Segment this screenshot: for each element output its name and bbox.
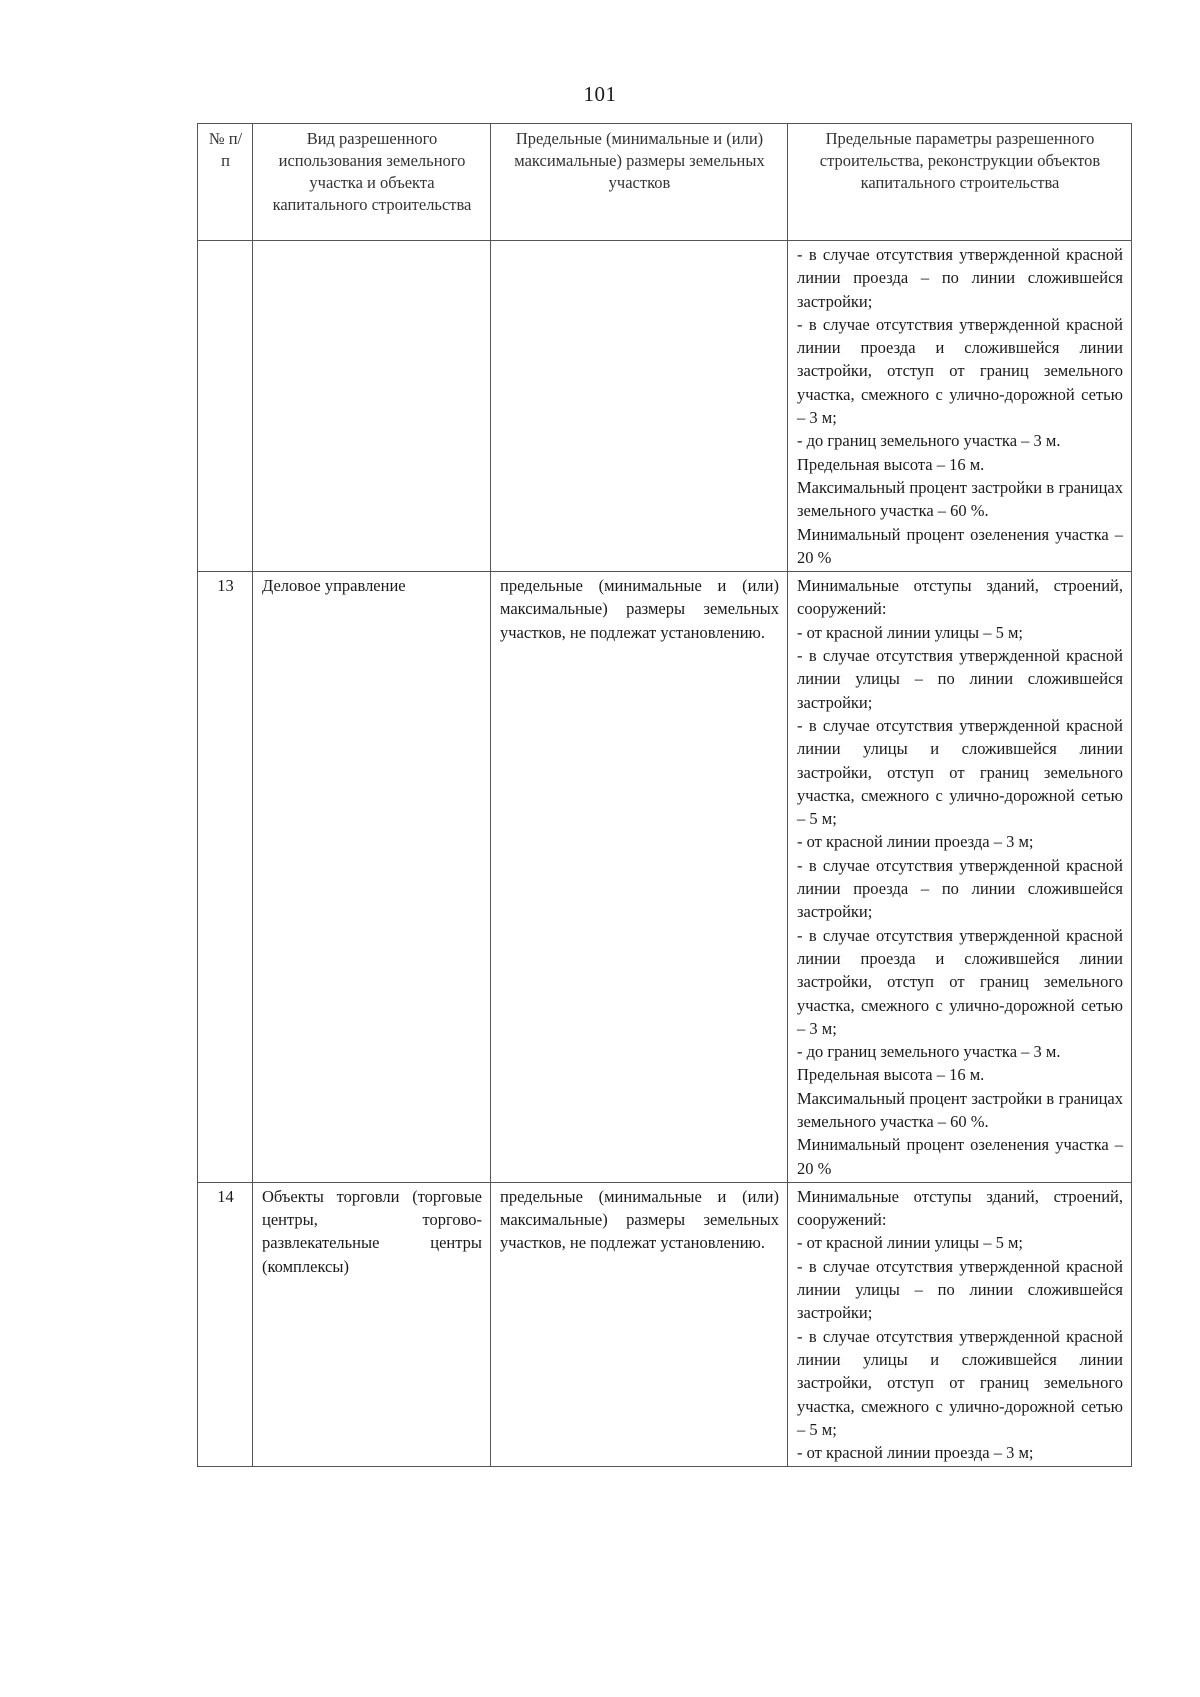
page-number: 101 — [583, 82, 617, 106]
param-line: - в случае отсутствия утвержденной красной линии проезда и сложившейся линии застройки, отступ от границ земельного участка, смежного с улично-дорожной сетью – 3 м; — [797, 314, 1123, 428]
param-line: Минимальный процент озеленения участка – 20 % — [797, 524, 1123, 567]
param-line: - от красной линии улицы – 5 м; — [797, 622, 1024, 642]
param-line: - от красной линии проезда – 3 м; — [797, 1443, 1034, 1463]
param-line: - в случае отсутствия утвержденной красной линии проезда и сложившейся линии застройки, отступ от границ земельного участка, смежного с улично-дорожной сетью – 3 м; — [797, 925, 1123, 1038]
table-header-row — [198, 124, 1132, 241]
param-line: Минимальный процент озеленения участка – 20 % — [797, 1135, 1123, 1178]
param-line: - в случае отсутствия утвержденной красной линии улицы и сложившейся линии застройки, отступ от границ земельного участка, смежного с улично-дорожной сетью – 5 м; — [797, 715, 1123, 829]
param-line: Минимальные отступы зданий, строений, сооружений: — [797, 576, 1123, 619]
header-plot-size: Предельные (минимальные и (или) максимальные) размеры земельных участков — [491, 124, 788, 241]
param-line: - от красной линии проезда – 3 м; — [797, 832, 1034, 852]
header-params: Предельные параметры разрешенного строительства, реконструкции объектов капитального строительства — [788, 124, 1132, 241]
param-line: - от красной линии улицы – 5 м; — [797, 1233, 1024, 1253]
row-num — [198, 241, 253, 572]
param-line: - до границ земельного участка – 3 м. — [797, 1042, 1061, 1062]
row-num: 14 — [198, 1182, 253, 1467]
table-row-13 — [198, 572, 1132, 1183]
row-params — [788, 241, 1132, 572]
row-params — [788, 572, 1132, 1183]
param-line: - в случае отсутствия утвержденной красной линии улицы – по линии сложившейся застройки; — [797, 646, 1123, 712]
table-row-continuation — [198, 241, 1132, 572]
param-line: Предельная высота – 16 м. — [797, 1065, 985, 1085]
row-use-type: Объекты торговли (торговые центры, торгово-развлекательные центры (комплексы) — [253, 1182, 491, 1467]
param-line: - в случае отсутствия утвержденной красной линии проезда – по линии сложившейся застройки; — [797, 245, 1123, 311]
row-plot-size: предельные (минимальные и (или) максимальные) размеры земельных участков, не подлежат установлению. — [491, 572, 788, 1183]
row-use-type: Деловое управление — [253, 572, 491, 1183]
param-line: - в случае отсутствия утвержденной красной линии улицы и сложившейся линии застройки, отступ от границ земельного участка, смежного с улично-дорожной сетью – 5 м; — [797, 1326, 1123, 1439]
param-line: Предельная высота – 16 м. — [797, 454, 985, 474]
table-row-14 — [198, 1182, 1132, 1467]
row-num: 13 — [198, 572, 253, 1183]
row-plot-size: предельные (минимальные и (или) максимальные) размеры земельных участков, не подлежат установлению. — [491, 1182, 788, 1467]
row-use-type — [253, 241, 491, 572]
header-num: № п/п — [198, 124, 253, 241]
zoning-parameters-table — [197, 123, 1132, 1467]
param-line: - в случае отсутствия утвержденной красной линии проезда – по линии сложившейся застройки; — [797, 855, 1123, 922]
param-line: Минимальные отступы зданий, строений, сооружений: — [797, 1186, 1123, 1230]
header-use-type: Вид разрешенного использования земельного участка и объекта капитального строительства — [253, 124, 491, 241]
param-line: Максимальный процент застройки в границах земельного участка – 60 %. — [797, 1088, 1123, 1131]
param-line: - до границ земельного участка – 3 м. — [797, 431, 1061, 451]
row-plot-size — [491, 241, 788, 572]
param-line: - в случае отсутствия утвержденной красной линии улицы – по линии сложившейся застройки; — [797, 1256, 1123, 1323]
param-line: Максимальный процент застройки в границах земельного участка – 60 %. — [797, 477, 1123, 521]
row-params — [788, 1182, 1132, 1467]
